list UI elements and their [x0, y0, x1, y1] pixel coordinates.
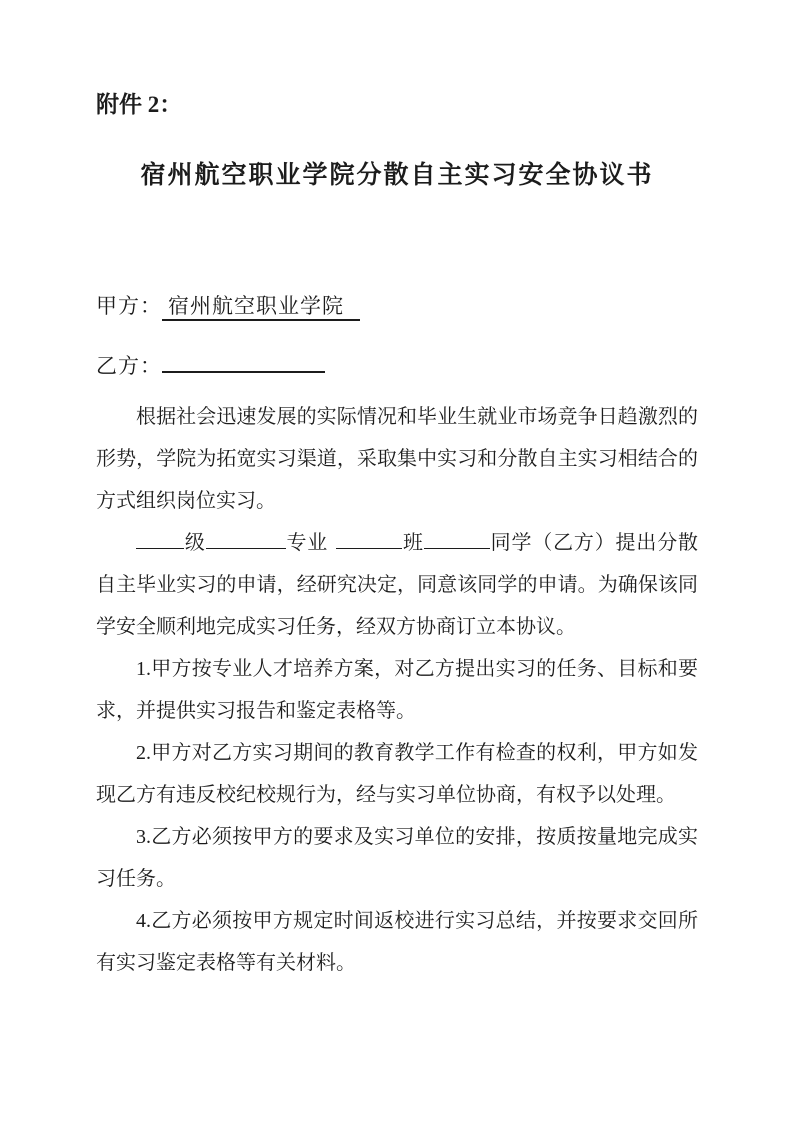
class-blank-field [336, 528, 402, 549]
clause-3-paragraph: 3.乙方必须按甲方的要求及实习单位的安排，按质按量地完成实习任务。 [96, 826, 698, 890]
party-b-label: 乙方： [96, 354, 162, 378]
party-a-label: 甲方： [96, 294, 162, 318]
major-blank-field [206, 528, 286, 549]
agreement-body [96, 396, 698, 984]
party-b-row [96, 350, 698, 380]
party-a-value: 宿州航空职业学院 [162, 294, 360, 321]
attachment-label: 附件 2： [96, 92, 183, 117]
clause-1-paragraph: 1.甲方按专业人才培养方案，对乙方提出实习的任务、目标和要求，并提供实习报告和鉴定表格等。 [96, 658, 698, 722]
application-paragraph [96, 522, 698, 648]
intro-paragraph: 根据社会迅速发展的实际情况和毕业生就业市场竞争日趋激烈的形势，学院为拓宽实习渠道，采取集中实习和分散自主实习相结合的方式组织岗位实习。 [96, 406, 698, 512]
party-b-blank-field [162, 350, 325, 373]
clause-4-paragraph: 4.乙方必须按甲方规定时间返校进行实习总结，并按要求交回所有实习鉴定表格等有关材料。 [96, 910, 698, 974]
year-blank-field [136, 528, 184, 549]
party-a-row [96, 293, 698, 320]
document-title: 宿州航空职业学院分散自主实习安全协议书 [140, 162, 654, 189]
application-text: 同学（乙方）提出分散自主毕业实习的申请，经研究决定，同意该同学的申请。为确保该同学安全顺利地完成实习任务，经双方协商订立本协议。 [96, 532, 699, 638]
clause-2-paragraph: 2.甲方对乙方实习期间的教育教学工作有检查的权利，甲方如发现乙方有违反校纪校规行为，经与实习单位协商，有权予以处理。 [96, 742, 698, 806]
class-suffix-label: 班 [402, 532, 424, 554]
major-suffix-label: 专业 [285, 532, 329, 554]
year-suffix-label: 级 [184, 532, 206, 554]
student-name-blank-field [424, 528, 490, 549]
